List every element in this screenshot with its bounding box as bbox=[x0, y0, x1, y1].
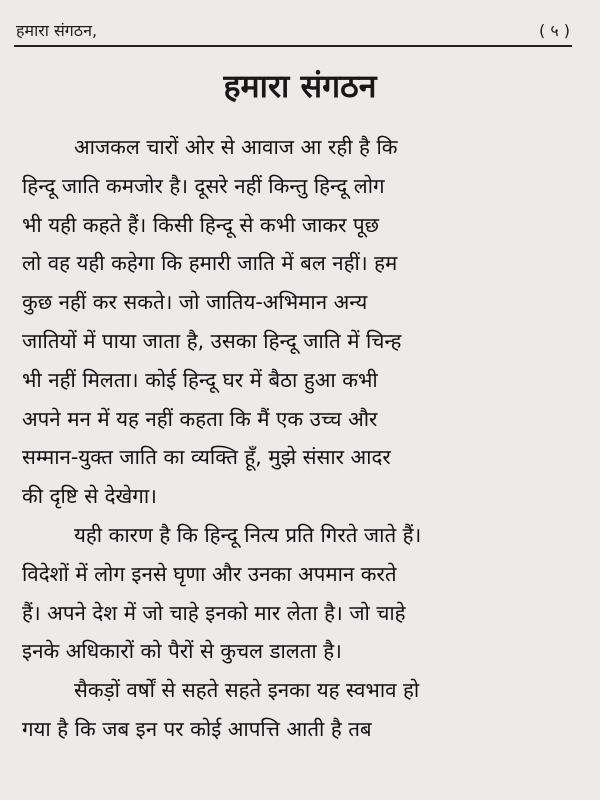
text-line: गया है कि जब इन पर कोई आपत्ति आती है तब bbox=[22, 716, 372, 741]
text-line: हैं। अपने देश में जो चाहे इनको मार लेता है। जो चाहे bbox=[22, 600, 406, 625]
text-line: की दृष्टि से देखेगा। bbox=[22, 484, 157, 509]
running-head bbox=[16, 18, 570, 42]
text-line: इनके अधिकारों को पैरों से कुचल डालता है। bbox=[22, 639, 342, 664]
text-line: जातियों में पाया जाता है, उसका हिन्दू जाति में चिन्ह bbox=[22, 328, 402, 353]
body-text bbox=[22, 128, 574, 749]
text-line: हिन्दू जाति कमजोर है। दूसरे नहीं किन्तु हिन्दू लोग bbox=[22, 173, 385, 198]
text-line: सम्मान-युक्त जाति का व्यक्ति हूँ, मुझे संसार आदर bbox=[22, 445, 391, 470]
text-line: लो वह यही कहेगा कि हमारी जाति में बल नहीं। हम bbox=[22, 251, 398, 276]
chapter-title: हमारा संगठन bbox=[223, 67, 377, 105]
text-line: यही कारण है कि हिन्दू नित्य प्रति गिरते जाते हैं। bbox=[74, 522, 422, 547]
text-line: सैकड़ों वर्षों से सहते सहते इनका यह स्वभाव हो bbox=[74, 678, 420, 703]
paragraph-2 bbox=[22, 516, 574, 671]
text-line: कुछ नहीं कर सकते। जो जातिय-अभिमान अन्य bbox=[22, 290, 368, 315]
text-line: भी नहीं मिलता। कोई हिन्दू घर में बैठा हुआ कभी bbox=[22, 367, 378, 392]
text-line: अपने मन में यह नहीं कहता कि मैं एक उच्च और bbox=[22, 406, 378, 431]
text-line: भी यही कहते हैं। किसी हिन्दू से कभी जाकर पूछ bbox=[22, 212, 380, 237]
text-line: विदेशों में लोग इनसे घृणा और उनका अपमान करते bbox=[22, 561, 397, 586]
page-number: ( ५ ) bbox=[539, 21, 570, 40]
text-line: आजकल चारों ओर से आवाज आ रही है कि bbox=[74, 135, 398, 159]
running-title: हमारा संगठन, bbox=[16, 21, 98, 40]
paragraph-1 bbox=[22, 128, 574, 516]
paragraph-3 bbox=[22, 671, 574, 749]
header-rule bbox=[14, 45, 572, 47]
